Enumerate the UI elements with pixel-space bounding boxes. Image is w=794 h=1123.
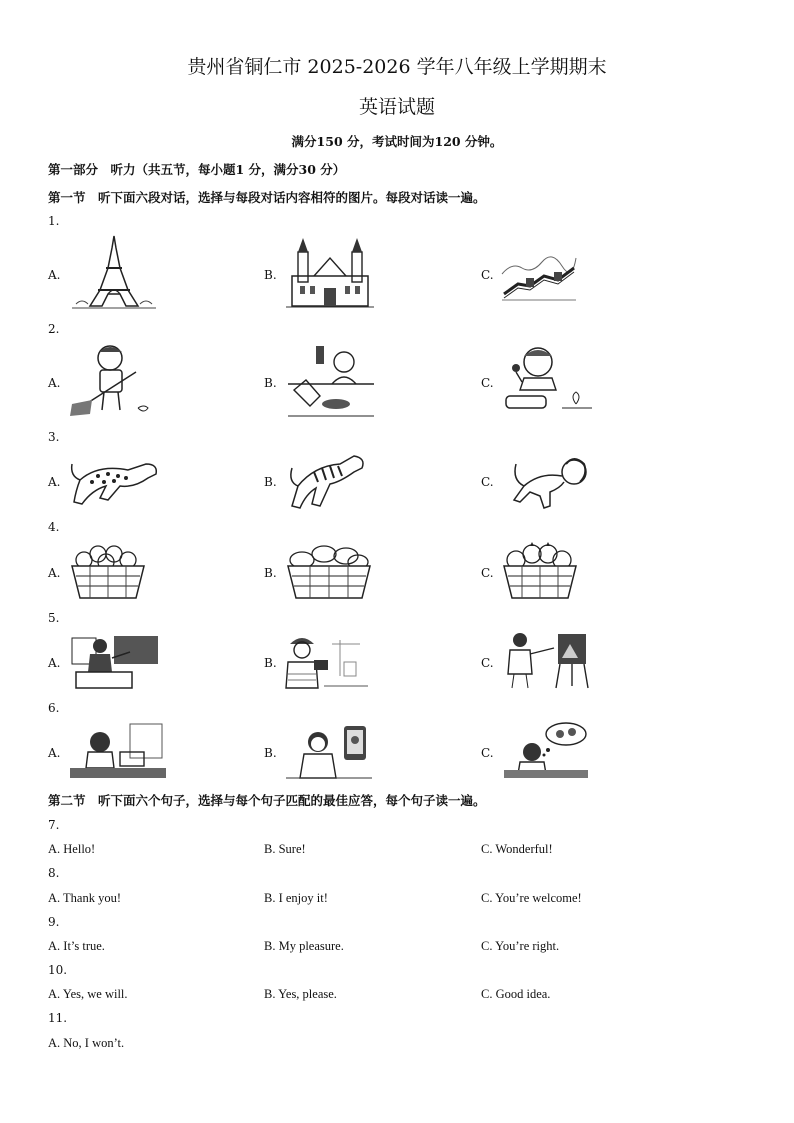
question-number: 7. — [48, 818, 60, 832]
painter-icon[interactable] — [500, 630, 592, 690]
option-letter: A. — [48, 746, 61, 760]
section1-heading: 第一节 听下面六段对话，选择与每段对话内容相符的图片。每段对话读一遍。 — [48, 190, 486, 205]
exam-note: 满分150 分，考试时间为120 分钟。 — [291, 134, 503, 149]
eiffel-tower-icon[interactable] — [68, 234, 160, 310]
option-letter: C. — [481, 746, 494, 760]
girl-laptop-icon[interactable] — [68, 722, 166, 780]
option-letter: B. — [264, 268, 277, 282]
boy-washing-dishes-icon[interactable] — [286, 344, 376, 418]
girl-phone-icon[interactable] — [284, 722, 374, 780]
answer-option[interactable]: A. Yes, we will. — [48, 987, 128, 1001]
teacher-icon[interactable] — [68, 632, 160, 690]
basket-potatoes-icon[interactable] — [284, 540, 374, 602]
option-letter: A. — [48, 656, 61, 670]
answer-option[interactable]: A. Thank you! — [48, 891, 122, 905]
question-number: 3. — [48, 430, 60, 444]
question-number: 8. — [48, 866, 60, 880]
option-letter: B. — [264, 475, 277, 489]
answer-option[interactable]: B. Yes, please. — [264, 987, 337, 1001]
option-letter: B. — [264, 566, 277, 580]
tiger-icon[interactable] — [284, 450, 368, 512]
basket-tomatoes-icon[interactable] — [500, 540, 580, 602]
basket-apples-icon[interactable] — [68, 540, 148, 602]
answer-option[interactable]: B. My pleasure. — [264, 939, 344, 953]
option-letter: C. — [481, 566, 494, 580]
exam-subtitle: 英语试题 — [358, 96, 435, 118]
section2-heading: 第二节 听下面六个句子，选择与每个句子匹配的最佳应答，每个句子读一遍。 — [48, 793, 486, 808]
option-letter: A. — [48, 475, 61, 489]
answer-option[interactable]: C. You’re right. — [481, 939, 560, 953]
option-letter: B. — [264, 656, 277, 670]
question-number: 10. — [48, 963, 68, 977]
leopard-icon[interactable] — [68, 450, 162, 510]
lion-icon[interactable] — [500, 450, 594, 512]
answer-option[interactable]: C. Good idea. — [481, 987, 551, 1001]
part1-heading: 第一部分 听力（共五节，每小题1 分，满分30 分） — [48, 162, 346, 177]
option-letter: C. — [481, 475, 494, 489]
option-letter: A. — [48, 268, 61, 282]
answer-option[interactable]: B. I enjoy it! — [264, 891, 328, 905]
boy-sweeping-icon[interactable] — [66, 342, 160, 418]
girl-thinking-icon[interactable] — [502, 722, 588, 780]
engineer-icon[interactable] — [284, 632, 368, 690]
answer-option[interactable]: A. No, I won’t. — [48, 1036, 125, 1050]
question-number: 6. — [48, 701, 60, 715]
option-letter: C. — [481, 268, 494, 282]
question-number: 5. — [48, 611, 60, 625]
option-letter: A. — [48, 376, 61, 390]
castle-icon[interactable] — [284, 236, 376, 310]
option-letter: C. — [481, 656, 494, 670]
answer-option[interactable]: C. You’re welcome! — [481, 891, 582, 905]
great-wall-icon[interactable] — [500, 244, 578, 302]
answer-option[interactable]: C. Wonderful! — [481, 842, 553, 856]
option-letter: A. — [48, 566, 61, 580]
exam-title: 贵州省铜仁市 2025-2026 学年八年级上学期期末 — [187, 56, 607, 78]
answer-option[interactable]: A. It’s true. — [48, 939, 105, 953]
option-letter: B. — [264, 376, 277, 390]
question-number: 11. — [48, 1011, 68, 1025]
boy-cooking-icon[interactable] — [502, 344, 592, 420]
question-number: 4. — [48, 520, 60, 534]
option-letter: B. — [264, 746, 277, 760]
question-number: 1. — [48, 214, 60, 228]
question-number: 9. — [48, 915, 60, 929]
question-number: 2. — [48, 322, 60, 336]
answer-option[interactable]: B. Sure! — [264, 842, 306, 856]
answer-option[interactable]: A. Hello! — [48, 842, 96, 856]
option-letter: C. — [481, 376, 494, 390]
